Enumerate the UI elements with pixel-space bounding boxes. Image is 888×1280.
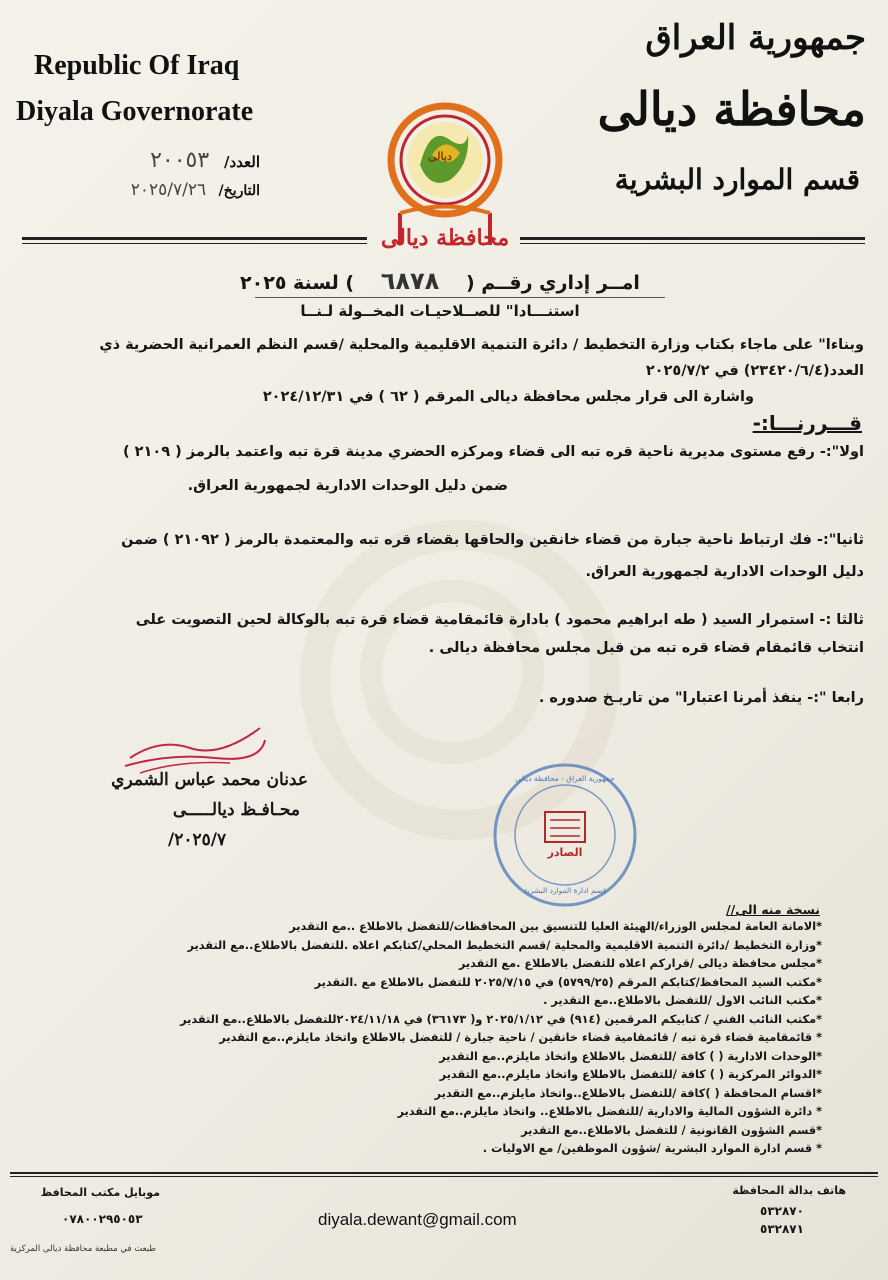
document-date-row [60,180,260,200]
item-3-line-1: ثالثا :- استمرار السيد ( طه ابراهيم محمود ) بادارة قائمقامية قضاء قرة تبه بالوكالة لحين التصويت على [135,612,864,628]
document-number-row [60,148,260,173]
item-4: رابعا ":- ينفذ أمرنا اعتبارا" من تاريـخ صدوره . [538,690,864,706]
phone-number-1: ٥٣٢٨٧٠ [760,1204,804,1218]
footer-rule-top [10,1172,878,1174]
mobile-number: ٠٧٨٠٠٢٩٥٠٥٣ [62,1212,143,1226]
number-value: ٢٠٠٥٣ [150,148,210,173]
copies-heading: نسخة منه الى// [726,902,820,917]
order-title-prefix: امــر إداري رقــم ( [465,272,640,294]
copy-line: * قائمقامية قضاء قرة تبه / قائمقامية قضاء خانقين / ناحية جبارة / للتفضل بالاطلاع واتخاذ مايلزم..مع التقدير [219,1031,822,1044]
handwritten-signature-icon [120,718,270,778]
signatory-title: محـافـظ ديالـــــى [172,800,300,820]
copy-line: *اقسام المحافظة ( )كافة /للتفضل بالاطلاع..واتخاذ مايلزم..مع التقدير [434,1086,822,1100]
order-title-suffix: ) لسنة ٢٠٢٥ [240,272,355,294]
signature-date: ٢٠٢٥/٧/ [168,830,227,850]
copy-line: *قسم الشؤون القانونية / للتفضل بالاطلاع..مع التقدير [521,1123,822,1137]
preamble-line-2: العدد(٢٣٤٢٠/٦/٤) في ٢٠٢٥/٧/٢ [645,363,864,379]
order-number: ٦٨٧٨ [380,267,440,295]
copies-list [42,920,822,1161]
phone-number-2: ٥٣٢٨٧١ [760,1222,804,1236]
copy-line: *مكتب السيد المحافظ/كتابكم المرقم (٥٧٩٩/٢٥) في ٢٠٢٥/٧/١٥ للتفضل بالاطلاع مع .التقدير [314,975,822,989]
stamp-ring-text: جمهورية العراق - محافظة ديالى [515,774,615,783]
date-value: ٢٠٢٥/٧/٢٦ [130,180,207,200]
item-1-line-1: اولا":- رفع مستوى مديرية ناحية قره تبه الى قضاء ومركزه الحضري مدينة قرة تبه واعتمد بالرمز ( ٢١٠٩ ) [122,444,864,460]
header-rule-bottom [22,243,367,244]
preamble-line-3: واشارة الى قرار مجلس محافظة ديالى المرقم ( ٦٢ ) في ٢٠٢٤/١٢/٣١ [262,389,754,405]
governorate-arabic: محافظة ديالى [597,82,866,136]
date-label: التاريخ/ [218,183,260,199]
copy-line: *مكتب النائب الاول /للتفضل بالاطلاع..مع التقدير . [543,994,822,1007]
watermark-inner [360,580,544,764]
authority-line: استنـــادا" للصــلاحيـات المخــولة لـنــا [300,302,580,320]
item-2-line-2: دليل الوحدات الادارية لجمهورية العراق. [585,564,864,580]
decided-heading: قـــررنـــا:- [752,411,862,435]
printed-note: طبعت في مطبعة محافظة ديالى المركزية [10,1244,157,1254]
mobile-label: موبايل مكتب المحافظ [40,1186,160,1199]
logo-caption: محافظة ديالى [380,225,510,251]
copy-line: *الدوائر المركزية ( ) كافة /للتفضل بالاطلاع واتخاذ مايلزم..مع التقدير [439,1068,822,1081]
country-arabic: جمهورية العراق [645,18,866,58]
copy-line: *وزارة التخطيط /دائرة التنمية الاقليمية والمحلية /قسم التخطيط المحلي/كتابكم اعلاه .للتفضل بالاطلاع..مع التقدير [187,938,822,952]
item-2-line-1: ثانيا":- فك ارتباط ناحية جبارة من قضاء خانقين والحاقها بقضاء قره تبه والمعتمدة بالرمز ( ٢١٠٩٢ ) ضمن [121,532,864,548]
logo-inner-text: ديالى [428,150,452,163]
order-title [180,267,700,295]
header-rule-top-right [520,237,865,240]
governorate-english: Diyala Governorate [16,96,254,127]
header-rule-top [22,237,367,240]
copy-line: *الامانة العامة لمجلس الوزراء/الهيئة العليا للتنسيق بين المحافظات/للتفضل بالاطلاع ..مع التقدير [289,920,822,933]
header-rule-bottom-right [520,243,865,244]
copy-line: *مجلس محافظة ديالى /قراركم اعلاه للتفضل بالاطلاع .مع التقدير [458,957,822,970]
copy-line: * دائرة الشؤون المالية والادارية /للتفضل بالاطلاع.. واتخاذ مايلزم..مع التقدير [397,1105,822,1118]
country-english: Republic Of Iraq [34,50,240,81]
signatory-name: عدنان محمد عباس الشمري [111,770,308,790]
stamp-inner-text: الصادر [547,846,583,859]
email-address[interactable]: diyala.dewant@gmail.com [318,1210,517,1229]
stamp-bottom-text: قسم ادارة الموارد البشرية [523,886,607,895]
item-3-line-2: انتخاب قائمقام قضاء قره تبه من قبل مجلس محافظة ديالى . [428,640,864,656]
copy-line: * قسم ادارة الموارد البشرية /شؤون الموظفين/ مع الاوليات . [482,1142,822,1155]
item-1-line-2: ضمن دليل الوحدات الادارية لجمهورية العراق. [187,478,508,494]
signature-scribble [120,718,270,778]
footer-rule-bottom [10,1176,878,1177]
title-underline [255,297,665,298]
copy-line: *مكتب النائب الفني / كتابيكم المرقمين (٩١٤) في ٢٠٢٥/١/١٢ و( ٣٦١٧٣) في ٢٠٢٤/١١/١٨للتفضل بالاطلاع..مع التقدير [180,1012,822,1026]
department-arabic: قسم الموارد البشرية [614,163,860,196]
official-stamp [490,760,640,910]
phone-label: هاتف بدالة المحافظة [732,1184,846,1197]
preamble-line-1: وبناءا" على ماجاء بكتاب وزارة التخطيط / دائرة التنمية الاقليمية والمحلية /قسم النظم العمرانية الحضرية ذي [99,337,864,353]
number-label: العدد/ [223,153,260,171]
copy-line: *الوحدات الادارية ( ) كافة /للتفضل بالاطلاع واتخاذ مايلزم..مع التقدير [439,1049,822,1063]
governorate-logo [370,95,520,265]
